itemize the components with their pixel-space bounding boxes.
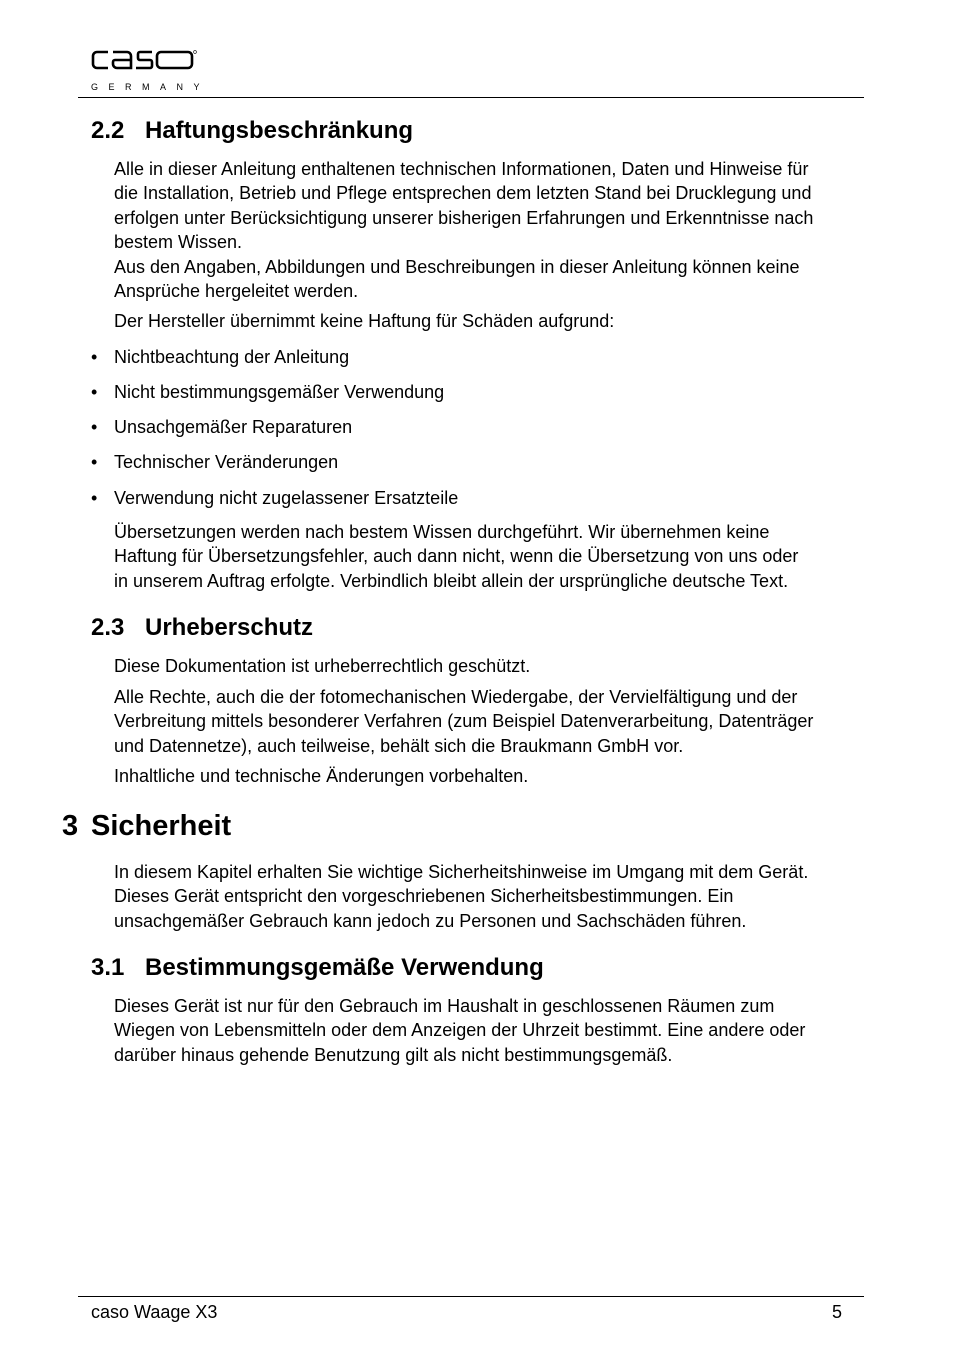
paragraph-rights <box>114 685 866 758</box>
list-item-text: Nichtbeachtung der Anleitung <box>114 347 350 367</box>
text-line: In diesem Kapitel erhalten Sie wichtige Sicherheitshinweise im Umgang mit dem Gerät. <box>114 862 809 882</box>
paragraph-copyright <box>114 654 866 678</box>
text-line: bestem Wissen. <box>114 232 243 253</box>
text-line: die Installation, Betrieb und Pflege entsprechen dem letzten Stand bei Drucklegung und <box>114 183 812 204</box>
logo-subtext: GERMANY <box>91 82 211 92</box>
bullet-icon: • <box>91 347 98 367</box>
bullet-icon: • <box>91 417 98 437</box>
section-title: Bestimmungsgemäße Verwendung <box>145 954 544 981</box>
section-number: 2.3 <box>91 614 125 641</box>
section-number: 3.1 <box>91 954 125 981</box>
text-line: Aus den Angaben, Abbildungen und Beschreibungen in dieser Anleitung können keine <box>114 256 800 277</box>
section-number: 2.2 <box>91 117 125 144</box>
list-item <box>91 380 444 404</box>
text-line: Wiegen von Lebensmitteln oder dem Anzeigen der Uhrzeit bestimmt. Eine andere oder <box>114 1020 806 1041</box>
chapter-heading-3 <box>62 809 231 843</box>
text-line: Diese Dokumentation ist urheberrechtlich geschützt. <box>114 656 531 676</box>
text-line: Übersetzungen werden nach bestem Wissen durchgeführt. Wir übernehmen keine <box>114 522 770 542</box>
list-item-text: Verwendung nicht zugelassener Ersatzteile <box>114 488 459 508</box>
text-line: erfolgen unter Berücksichtigung unserer bisherigen Erfahrungen und Erkenntnisse nach <box>114 207 814 228</box>
list-item <box>91 450 338 474</box>
footer-product-name: caso Waage X3 <box>91 1302 218 1322</box>
paragraph-intended-use <box>114 994 866 1067</box>
section-title: Haftungsbeschränkung <box>145 117 414 144</box>
paragraph-safety-intro <box>114 860 866 933</box>
text-line: in unserem Auftrag erfolgte. Verbindlich bleibt allein der ursprüngliche deutsche Text. <box>114 570 789 591</box>
bullet-icon: • <box>91 452 98 472</box>
text-line: darüber hinaus gehende Benutzung gilt als nicht bestimmungsgemäß. <box>114 1044 673 1065</box>
paragraph-translations <box>114 520 866 593</box>
text-line: Dieses Gerät ist nur für den Gebrauch im Haushalt in geschlossenen Räumen zum <box>114 996 775 1016</box>
text-line: Der Hersteller übernimmt keine Haftung für Schäden aufgrund: <box>114 311 615 331</box>
footer-rule <box>78 1296 864 1297</box>
list-item-text: Unsachgemäßer Reparaturen <box>114 417 353 437</box>
text-line: Alle Rechte, auch die der fotomechanischen Wiedergabe, der Vervielfältigung und der <box>114 687 798 707</box>
section-title: Urheberschutz <box>145 614 314 641</box>
section-heading-2-3 <box>91 614 313 642</box>
list-item <box>91 345 349 369</box>
bullet-icon: • <box>91 488 98 508</box>
text-line: Inhaltliche und technische Änderungen vorbehalten. <box>114 766 529 786</box>
paragraph-liability-intro <box>114 157 866 303</box>
list-item <box>91 486 458 510</box>
text-line: Ansprüche hergeleitet werden. <box>114 281 359 302</box>
text-line: und Datennetze), auch teilweise, behält sich die Braukmann GmbH vor. <box>114 735 684 756</box>
text-line: Dieses Gerät entspricht den vorgeschriebenen Sicherheitsbestimmungen. Ein <box>114 886 734 907</box>
footer-page-number: 5 <box>832 1302 843 1322</box>
bullet-icon: • <box>91 382 98 402</box>
text-line: Verbreitung mittels besonderer Verfahren (zum Beispiel Datenverarbeitung, Datenträger <box>114 711 814 732</box>
text-line: Haftung für Übersetzungsfehler, auch dann nicht, wenn die Übersetzung von uns oder <box>114 546 799 567</box>
paragraph-manufacturer <box>114 309 866 333</box>
list-item <box>91 415 352 439</box>
header-rule <box>78 97 864 98</box>
text-line: Alle in dieser Anleitung enthaltenen technischen Informationen, Daten und Hinweise für <box>114 159 809 179</box>
section-heading-2-2 <box>91 117 413 145</box>
text-line: unsachgemäßer Gebrauch kann jedoch zu Personen und Sachschäden führen. <box>114 910 747 931</box>
list-item-text: Technischer Veränderungen <box>114 452 339 472</box>
chapter-number: 3 <box>62 810 79 842</box>
section-heading-3-1 <box>91 954 544 982</box>
paragraph-changes <box>114 764 866 788</box>
chapter-title: Sicherheit <box>91 810 232 842</box>
caso-logo <box>78 34 211 98</box>
list-item-text: Nicht bestimmungsgemäßer Verwendung <box>114 382 445 402</box>
